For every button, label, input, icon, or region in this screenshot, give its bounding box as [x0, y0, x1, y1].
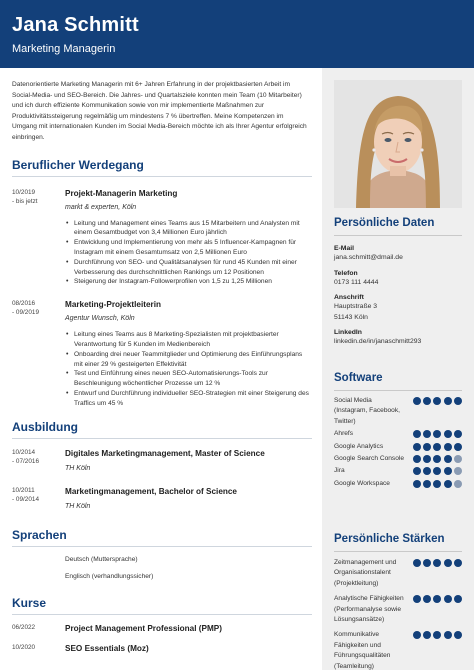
software-list — [322, 396, 474, 489]
experience-entry — [12, 188, 312, 288]
rating-dot-filled — [433, 455, 441, 463]
sidebar — [322, 68, 474, 670]
entry-company: Agentur Wunsch, Köln — [65, 315, 135, 323]
skill-rating — [413, 631, 462, 639]
main-column — [12, 68, 312, 654]
section-divider — [334, 551, 462, 552]
entry-bullets — [65, 330, 312, 408]
rating-dot-filled — [413, 430, 421, 438]
entry-school: TH Köln — [65, 502, 91, 510]
rating-dot-filled — [433, 480, 441, 488]
address-label: Anschrift — [334, 294, 364, 301]
skill-row — [322, 479, 474, 489]
candidate-role: Marketing Managerin — [12, 43, 116, 55]
rating-dot-empty — [454, 467, 462, 475]
skill-rating — [413, 467, 462, 475]
rating-dot-filled — [444, 430, 452, 438]
skill-name: Analytische Fähigkeiten (Performanalyse sowie Lösungsansätze) — [334, 595, 404, 624]
section-divider — [12, 546, 312, 547]
address-line1: Hauptstraße 3 — [334, 303, 378, 310]
rating-dot-filled — [454, 595, 462, 603]
rating-dot-filled — [454, 430, 462, 438]
rating-dot-filled — [423, 467, 431, 475]
rating-dot-filled — [454, 559, 462, 567]
rating-dot-empty — [454, 480, 462, 488]
personal-data-section — [322, 216, 474, 347]
section-divider — [12, 176, 312, 177]
course-entry — [12, 623, 312, 634]
courses-section — [12, 596, 312, 654]
skill-row — [322, 558, 474, 589]
rating-dot-filled — [444, 480, 452, 488]
language-item: Englisch (verhandlungssicher) — [65, 572, 154, 580]
rating-dot-filled — [413, 595, 421, 603]
entry-title: Marketingmanagement, Bachelor of Science — [65, 486, 237, 496]
entry-date: 10/2014 - 07/2016 — [12, 448, 40, 465]
rating-dot-filled — [413, 467, 421, 475]
rating-dot-filled — [433, 631, 441, 639]
entry-date: 10/2019 - bis jetzt — [12, 188, 38, 205]
languages-section — [12, 528, 312, 581]
rating-dot-filled — [454, 397, 462, 405]
rating-dot-filled — [413, 631, 421, 639]
experience-section — [12, 158, 312, 409]
entry-school: TH Köln — [65, 464, 91, 472]
entry-title: Marketing-Projektleiterin — [65, 300, 161, 310]
entry-date: 10/2011 - 09/2014 — [12, 486, 40, 503]
rating-dot-filled — [444, 631, 452, 639]
email-label: E-Mail — [334, 245, 355, 252]
software-heading: Software — [334, 372, 383, 384]
entry-date: 08/2016 - 09/2019 — [12, 300, 40, 317]
rating-dot-filled — [433, 595, 441, 603]
experience-entry — [12, 299, 312, 408]
entry-title: Projekt-Managerin Marketing — [65, 188, 178, 198]
header-banner — [0, 0, 474, 68]
rating-dot-filled — [423, 480, 431, 488]
entry-title: Project Management Professional (PMP) — [65, 623, 222, 633]
courses-heading: Kurse — [12, 595, 47, 610]
rating-dot-filled — [433, 430, 441, 438]
entry-title: Digitales Marketingmanagement, Master of Science — [65, 448, 265, 458]
skill-row — [322, 396, 474, 427]
rating-dot-filled — [413, 480, 421, 488]
entry-title: SEO Essentials (Moz) — [65, 643, 149, 653]
rating-dot-filled — [423, 397, 431, 405]
skill-rating — [413, 455, 462, 463]
rating-dot-filled — [433, 467, 441, 475]
rating-dot-filled — [413, 397, 421, 405]
rating-dot-filled — [423, 595, 431, 603]
bullet-item: • Leitung und Management eines Teams aus 15 Mitarbeitern und Analysten mit einem Gesamtbudget von 3,4 Millionen Euro jährlich — [65, 219, 312, 239]
personal-data-heading: Persönliche Daten — [334, 217, 435, 229]
skill-row — [322, 429, 474, 439]
bullet-item: • Durchführung von SEO- und Qualitätsanalysen für rund 45 Kunden mit einer Verbesserung des durchschnittlichen Rankings um 12 Positionen — [65, 258, 312, 278]
skill-row — [322, 630, 474, 670]
bullet-item: • Onboarding drei neuer Teammitglieder und Optimierung des Einführungsplans mit einer 29 % gesteigerten Effektivität — [65, 350, 312, 370]
bullet-item: • Leitung eines Teams aus 8 Marketing-Spezialisten mit projektbasierter Verantwortung für 5 Kunden im Medienbereich — [65, 330, 312, 350]
skill-name: Kommunikative Fähigkeiten und Führungsqualitäten (Teamleitung) — [334, 631, 391, 670]
skill-rating — [413, 559, 462, 567]
portrait-illustration — [334, 80, 462, 208]
languages-heading: Sprachen — [12, 527, 67, 542]
profile-summary: Datenorientierte Marketing Managerin mit 6+ Jahren Erfahrung in der projektbasierten Arbeit im Social-Media- und SEO-Bereich. Die Jahres- und Quartalsziele konnten mein Team (10 Mitarbeiter) und ich durch effiziente Kommunikation sowie von mir implementierte Maßnahmen zur Produktivitätssteigerung regelmäßig um mindestens 7 % übertreffen. Meine Kompetenzen im Umgang mit internationalen Kunden im Social Media-Bereich möchte ich als Ihrer Agentur erfolgreich einbringen. — [12, 81, 307, 141]
skill-row — [322, 442, 474, 452]
bullet-item: • Steigerung der Instagram-Followerprofilen von 1,5 zu 1,25 Millionen — [65, 277, 312, 287]
rating-dot-filled — [423, 559, 431, 567]
linkedin-label: LinkedIn — [334, 329, 362, 336]
skill-rating — [413, 430, 462, 438]
email-value[interactable]: jana.schmitt@dmail.de — [334, 254, 403, 261]
rating-dot-filled — [433, 443, 441, 451]
bullet-item: • Entwicklung und Implementierung von mehr als 5 Influencer-Kampagnen für Instagram mit einem Gesamtumsatz von 2,5 Millionen Euro — [65, 238, 312, 258]
section-divider — [12, 614, 312, 615]
phone-label: Telefon — [334, 269, 358, 277]
course-entry — [12, 643, 312, 654]
skill-name: Ahrefs — [334, 430, 354, 438]
rating-dot-filled — [433, 559, 441, 567]
skill-name: Jira — [334, 467, 345, 475]
rating-dot-filled — [413, 443, 421, 451]
entry-bullets — [65, 219, 312, 288]
rating-dot-filled — [423, 443, 431, 451]
skill-rating — [413, 480, 462, 488]
entry-date: 06/2022 — [12, 623, 36, 631]
rating-dot-filled — [423, 631, 431, 639]
rating-dot-filled — [444, 455, 452, 463]
strengths-heading: Persönliche Stärken — [334, 533, 445, 545]
skill-row — [322, 466, 474, 476]
skill-name: Zeitmanagement und Organisationstalent (Projektleitung) — [334, 559, 397, 587]
skill-name: Google Search Console — [334, 455, 405, 463]
rating-dot-filled — [423, 430, 431, 438]
rating-dot-filled — [444, 595, 452, 603]
rating-dot-filled — [444, 467, 452, 475]
rating-dot-filled — [413, 559, 421, 567]
profile-photo — [334, 80, 462, 208]
entry-date: 10/2020 — [12, 643, 36, 651]
skill-rating — [413, 397, 462, 405]
experience-heading: Beruflicher Werdegang — [12, 157, 144, 172]
bullet-item: • Test und Einführung eines neuen SEO-Automatisierungs-Tools zur Beschleunigung wöchentlicher Prozesse um 12 % — [65, 369, 312, 389]
rating-dot-filled — [444, 559, 452, 567]
rating-dot-filled — [454, 631, 462, 639]
phone-value[interactable]: 0173 111 4444 — [334, 278, 379, 286]
education-section — [12, 420, 312, 512]
education-entry — [12, 486, 312, 512]
education-heading: Ausbildung — [12, 419, 78, 434]
rating-dot-filled — [413, 455, 421, 463]
section-divider — [12, 438, 312, 439]
candidate-name: Jana Schmitt — [12, 14, 139, 36]
education-entry — [12, 448, 312, 474]
strengths-section — [322, 532, 474, 670]
rating-dot-filled — [454, 443, 462, 451]
skill-rating — [413, 443, 462, 451]
strengths-list — [322, 558, 474, 670]
skill-row — [322, 594, 474, 625]
language-item: Deutsch (Muttersprache) — [65, 555, 138, 563]
rating-dot-empty — [454, 455, 462, 463]
section-divider — [334, 390, 462, 391]
rating-dot-filled — [433, 397, 441, 405]
skill-name: Google Analytics — [334, 442, 384, 450]
skill-row — [322, 454, 474, 464]
skill-name: Social Media (Instagram, Facebook, Twitter) — [334, 397, 400, 425]
skill-rating — [413, 595, 462, 603]
software-section — [322, 371, 474, 489]
rating-dot-filled — [423, 455, 431, 463]
rating-dot-filled — [444, 397, 452, 405]
bullet-item: • Entwurf und Durchführung individueller SEO-Strategien mit einer Steigerung des Traffics um 45 % — [65, 389, 312, 409]
section-divider — [334, 235, 462, 236]
skill-name: Google Workspace — [334, 479, 390, 487]
entry-company: markt & experten, Köln — [65, 203, 137, 211]
rating-dot-filled — [444, 443, 452, 451]
linkedin-value[interactable]: linkedin.de/in/janaschmitt293 — [334, 338, 422, 345]
address-line2: 51143 Köln — [334, 313, 368, 321]
